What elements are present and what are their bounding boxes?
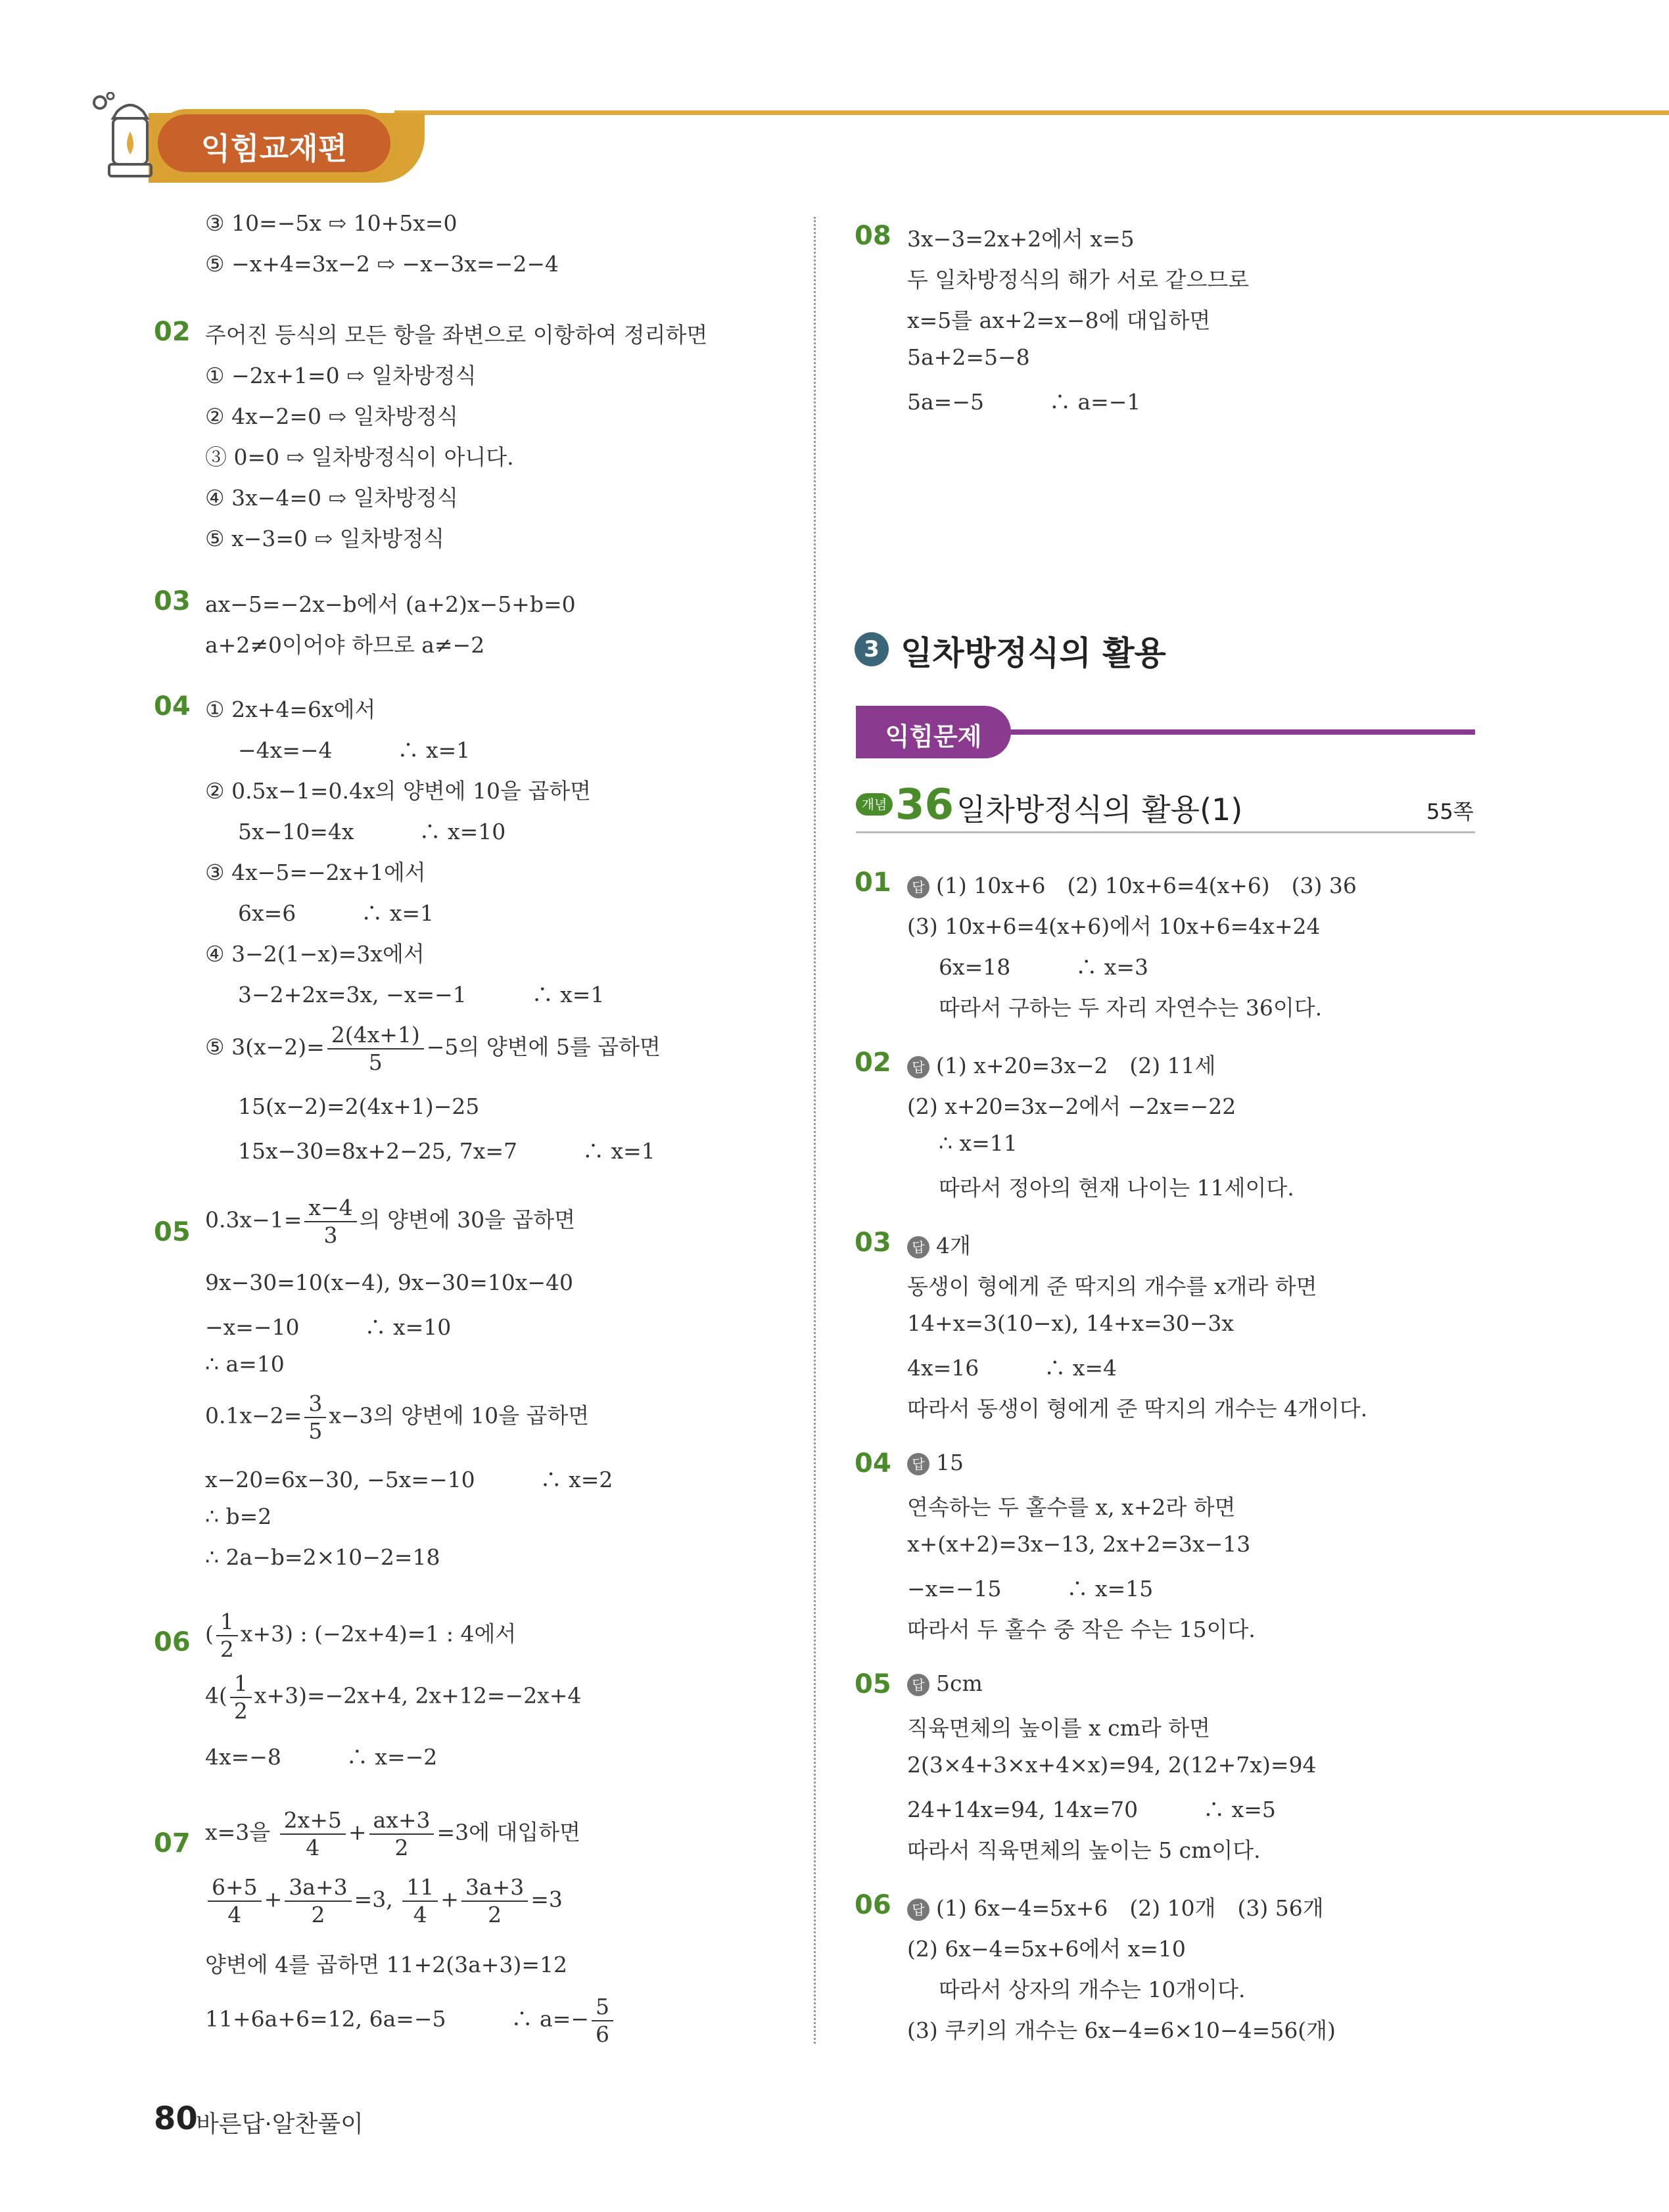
fraction: $\frac{ax+3}{2}$ xyxy=(369,1807,435,1860)
column-divider xyxy=(814,217,816,2044)
q02-line: ② 4x−2=0 ⇨ 일차방정식 xyxy=(205,403,458,429)
p05-line: 직육면체의 높이를 x cm라 하면 xyxy=(907,1715,1211,1741)
q05-line-fraction: 0.3x−1= $\frac{x-4}{3}$ 의 양변에 30을 곱하면 xyxy=(205,1195,576,1248)
q04-line: ② 0.5x−1=0.4x의 양변에 10을 곱하면 xyxy=(205,778,592,804)
q07-line-fraction: x=3을 $\frac{2x+5}{4}$ + $\frac{ax+3}{2}$ =3에 대입하면 xyxy=(205,1807,581,1860)
fraction: $\frac{5}{6}$ xyxy=(592,1994,613,2047)
q05-line-fraction: 0.1x−2= $\frac{3}{5}$ x−3의 양변에 10을 곱하면 xyxy=(205,1391,590,1444)
q03-line: a+2≠0이어야 하므로 a≠−2 xyxy=(205,632,485,658)
q08-line: x=5를 ax+2=x−8에 대입하면 xyxy=(907,308,1211,333)
question-number: 07 xyxy=(154,1828,191,1858)
q05-line: ∴ 2a−b=2×10−2=18 xyxy=(205,1544,440,1570)
q04-line: 6x=6 ∴ x=1 xyxy=(238,900,434,926)
q04-line: 5x−10=4x ∴ x=10 xyxy=(238,819,506,844)
concept-title: 일차방정식의 활용(1) xyxy=(956,792,1243,827)
q08-line: 5a+2=5−8 xyxy=(907,344,1030,370)
p01-answer: 답 (1) 10x+6 (2) 10x+6=4(x+6) (3) 36 xyxy=(907,869,1357,900)
question-number: 06 xyxy=(855,1890,891,1920)
p05-line: 24+14x=94, 14x=70 ∴ x=5 xyxy=(907,1797,1276,1822)
p06-line: (2) 6x−4=5x+6에서 x=10 xyxy=(907,1936,1186,1962)
fraction: $\frac{1}{2}$ xyxy=(216,1609,238,1662)
practice-rule xyxy=(1006,729,1475,735)
p05-line: 2(3×4+3×x+4×x)=94, 2(12+7x)=94 xyxy=(907,1752,1317,1778)
q07-line-fraction: $\frac{6+5}{4}$ + $\frac{3a+3}{2}$ =3, $\frac{11}{4}$ + $\frac{3a+3}{2}$ =3 xyxy=(205,1874,563,1927)
p03-line: 따라서 동생이 형에게 준 딱지의 개수는 4개이다. xyxy=(907,1396,1368,1421)
question-number: 06 xyxy=(154,1627,191,1657)
q04-line: 3−2+2x=3x, −x=−1 ∴ x=1 xyxy=(238,982,605,1007)
question-number: 03 xyxy=(154,586,191,616)
p01-line: (3) 10x+6=4(x+6)에서 10x+6=4x+24 xyxy=(907,913,1321,939)
q02-line: ① −2x+1=0 ⇨ 일차방정식 xyxy=(205,363,477,388)
q06-line-fraction: 4( $\frac{1}{2}$ x+3)=−2x+4, 2x+12=−2x+4 xyxy=(205,1671,582,1724)
p02-line: ∴ x=11 xyxy=(939,1130,1018,1156)
practice-label: 익힘문제 xyxy=(885,722,982,751)
question-number: 02 xyxy=(855,1048,891,1078)
p02-answer: 답 (1) x+20=3x−2 (2) 11세 xyxy=(907,1049,1216,1080)
p03-line: 4x=16 ∴ x=4 xyxy=(907,1355,1117,1381)
answer-icon: 답 xyxy=(907,1236,929,1258)
p06-line: (3) 쿠키의 개수는 6x−4=6×10−4=56(개) xyxy=(907,2017,1336,2043)
q06-line-fraction: ( $\frac{1}{2}$ x+3) : (−2x+4)=1 : 4에서 xyxy=(205,1609,517,1662)
p06-answer: 답 (1) 6x−4=5x+6 (2) 10개 (3) 56개 xyxy=(907,1891,1324,1922)
p03-line: 동생이 형에게 준 딱지의 개수를 x개라 하면 xyxy=(907,1274,1317,1299)
answer-icon: 답 xyxy=(907,876,929,898)
p02-line: (2) x+20=3x−2에서 −2x=−22 xyxy=(907,1094,1236,1119)
question-number: 05 xyxy=(855,1669,891,1699)
p01-line: 6x=18 ∴ x=3 xyxy=(939,954,1148,980)
q07-line: 양변에 4를 곱하면 11+2(3a+3)=12 xyxy=(205,1952,567,1977)
q07-line-fraction: 11+6a+6=12, 6a=−5 ∴ a=− $\frac{5}{6}$ xyxy=(205,1994,616,2047)
fraction: $\frac{1}{2}$ xyxy=(230,1671,252,1724)
q08-line: 3x−3=2x+2에서 x=5 xyxy=(907,226,1135,252)
question-number: 04 xyxy=(855,1448,891,1479)
answer-icon: 답 xyxy=(907,1899,929,1921)
q03-line: ax−5=−2x−b에서 (a+2)x−5+b=0 xyxy=(205,591,576,617)
p03-line: 14+x=3(10−x), 14+x=30−3x xyxy=(907,1310,1234,1336)
q08-line: 두 일차방정식의 해가 서로 같으므로 xyxy=(907,267,1250,292)
q02-line: ④ 3x−4=0 ⇨ 일차방정식 xyxy=(205,485,458,511)
section-title: 일차방정식의 활용 xyxy=(901,634,1166,672)
concept-rule xyxy=(856,831,1475,833)
answer-icon: 답 xyxy=(907,1453,929,1475)
q05-line: x−20=6x−30, −5x=−10 ∴ x=2 xyxy=(205,1467,613,1492)
q01-line: ③ 10=−5x ⇨ 10+5x=0 xyxy=(205,210,458,236)
p02-line: 따라서 정아의 현재 나이는 11세이다. xyxy=(939,1175,1294,1201)
p06-line: 따라서 상자의 개수는 10개이다. xyxy=(939,1977,1246,2002)
q04-line: 15(x−2)=2(4x+1)−25 xyxy=(238,1094,480,1119)
p04-line: x+(x+2)=3x−13, 2x+2=3x−13 xyxy=(907,1531,1251,1557)
q04-line: ① 2x+4=6x에서 xyxy=(205,697,376,722)
fraction: $\frac{3}{5}$ xyxy=(304,1391,326,1444)
q04-line-fraction: ⑤ 3(x−2)= $\frac{2(4x+1)}{5}$ −5의 양변에 5를 곱하면 xyxy=(205,1022,661,1075)
p05-line: 따라서 직육면체의 높이는 5 cm이다. xyxy=(907,1837,1261,1863)
section-number: 3 xyxy=(855,632,889,666)
fraction: $\frac{3a+3}{2}$ xyxy=(285,1874,351,1927)
q04-line: −4x=−4 ∴ x=1 xyxy=(238,737,471,763)
question-number: 04 xyxy=(154,691,191,722)
q04-line: ④ 3−2(1−x)=3x에서 xyxy=(205,941,425,967)
header-tab-label: 익힘교재편 xyxy=(200,131,348,166)
p04-line: 따라서 두 홀수 중 작은 수는 15이다. xyxy=(907,1617,1256,1642)
q05-line: ∴ b=2 xyxy=(205,1504,272,1529)
answer-icon: 답 xyxy=(907,1674,929,1696)
question-number: 02 xyxy=(154,317,191,347)
q02-line: ⑤ x−3=0 ⇨ 일차방정식 xyxy=(205,526,444,551)
q04-line: 15x−30=8x+2−25, 7x=7 ∴ x=1 xyxy=(238,1138,655,1164)
concept-badge: 개념 xyxy=(856,793,893,816)
concept-page-ref: 55쪽 xyxy=(1426,799,1474,824)
book-title: 바른답·알찬풀이 xyxy=(196,2111,364,2138)
q05-line: ∴ a=10 xyxy=(205,1351,285,1377)
question-number: 05 xyxy=(154,1217,191,1247)
fraction: $\frac{3a+3}{2}$ xyxy=(461,1874,528,1927)
header-rule xyxy=(394,110,1669,115)
fraction: $\frac{2x+5}{4}$ xyxy=(280,1807,346,1860)
p03-answer: 답 4개 xyxy=(907,1229,971,1260)
question-number: 08 xyxy=(855,221,891,251)
p04-line: 연속하는 두 홀수를 x, x+2라 하면 xyxy=(907,1494,1236,1520)
lantern-icon xyxy=(91,92,170,191)
question-number: 03 xyxy=(855,1228,891,1258)
fraction: $\frac{x-4}{3}$ xyxy=(304,1195,356,1248)
q05-line: 9x−30=10(x−4), 9x−30=10x−40 xyxy=(205,1270,574,1295)
fraction: $\frac{11}{4}$ xyxy=(402,1874,438,1927)
question-number: 01 xyxy=(855,867,891,898)
p04-answer: 답 15 xyxy=(907,1450,964,1475)
q02-line: 주어진 등식의 모든 항을 좌변으로 이항하여 정리하면 xyxy=(205,322,708,348)
p01-line: 따라서 구하는 두 자리 자연수는 36이다. xyxy=(939,995,1323,1021)
q08-line: 5a=−5 ∴ a=−1 xyxy=(907,389,1141,415)
p04-line: −x=−15 ∴ x=15 xyxy=(907,1576,1154,1601)
q06-line: 4x=−8 ∴ x=−2 xyxy=(205,1744,438,1770)
page-number: 80 xyxy=(154,2100,198,2137)
q02-line: ③ 0=0 ⇨ 일차방정식이 아니다. xyxy=(205,444,514,470)
concept-number: 36 xyxy=(895,781,954,829)
p05-answer: 답 5cm xyxy=(907,1671,983,1696)
q05-line: −x=−10 ∴ x=10 xyxy=(205,1314,452,1340)
answer-icon: 답 xyxy=(907,1056,929,1078)
fraction: $\frac{6+5}{4}$ xyxy=(208,1874,262,1927)
fraction: $\frac{2(4x+1)}{5}$ xyxy=(327,1022,424,1075)
q04-line: ③ 4x−5=−2x+1에서 xyxy=(205,860,426,885)
q01-line: ⑤ −x+4=3x−2 ⇨ −x−3x=−2−4 xyxy=(205,251,559,277)
